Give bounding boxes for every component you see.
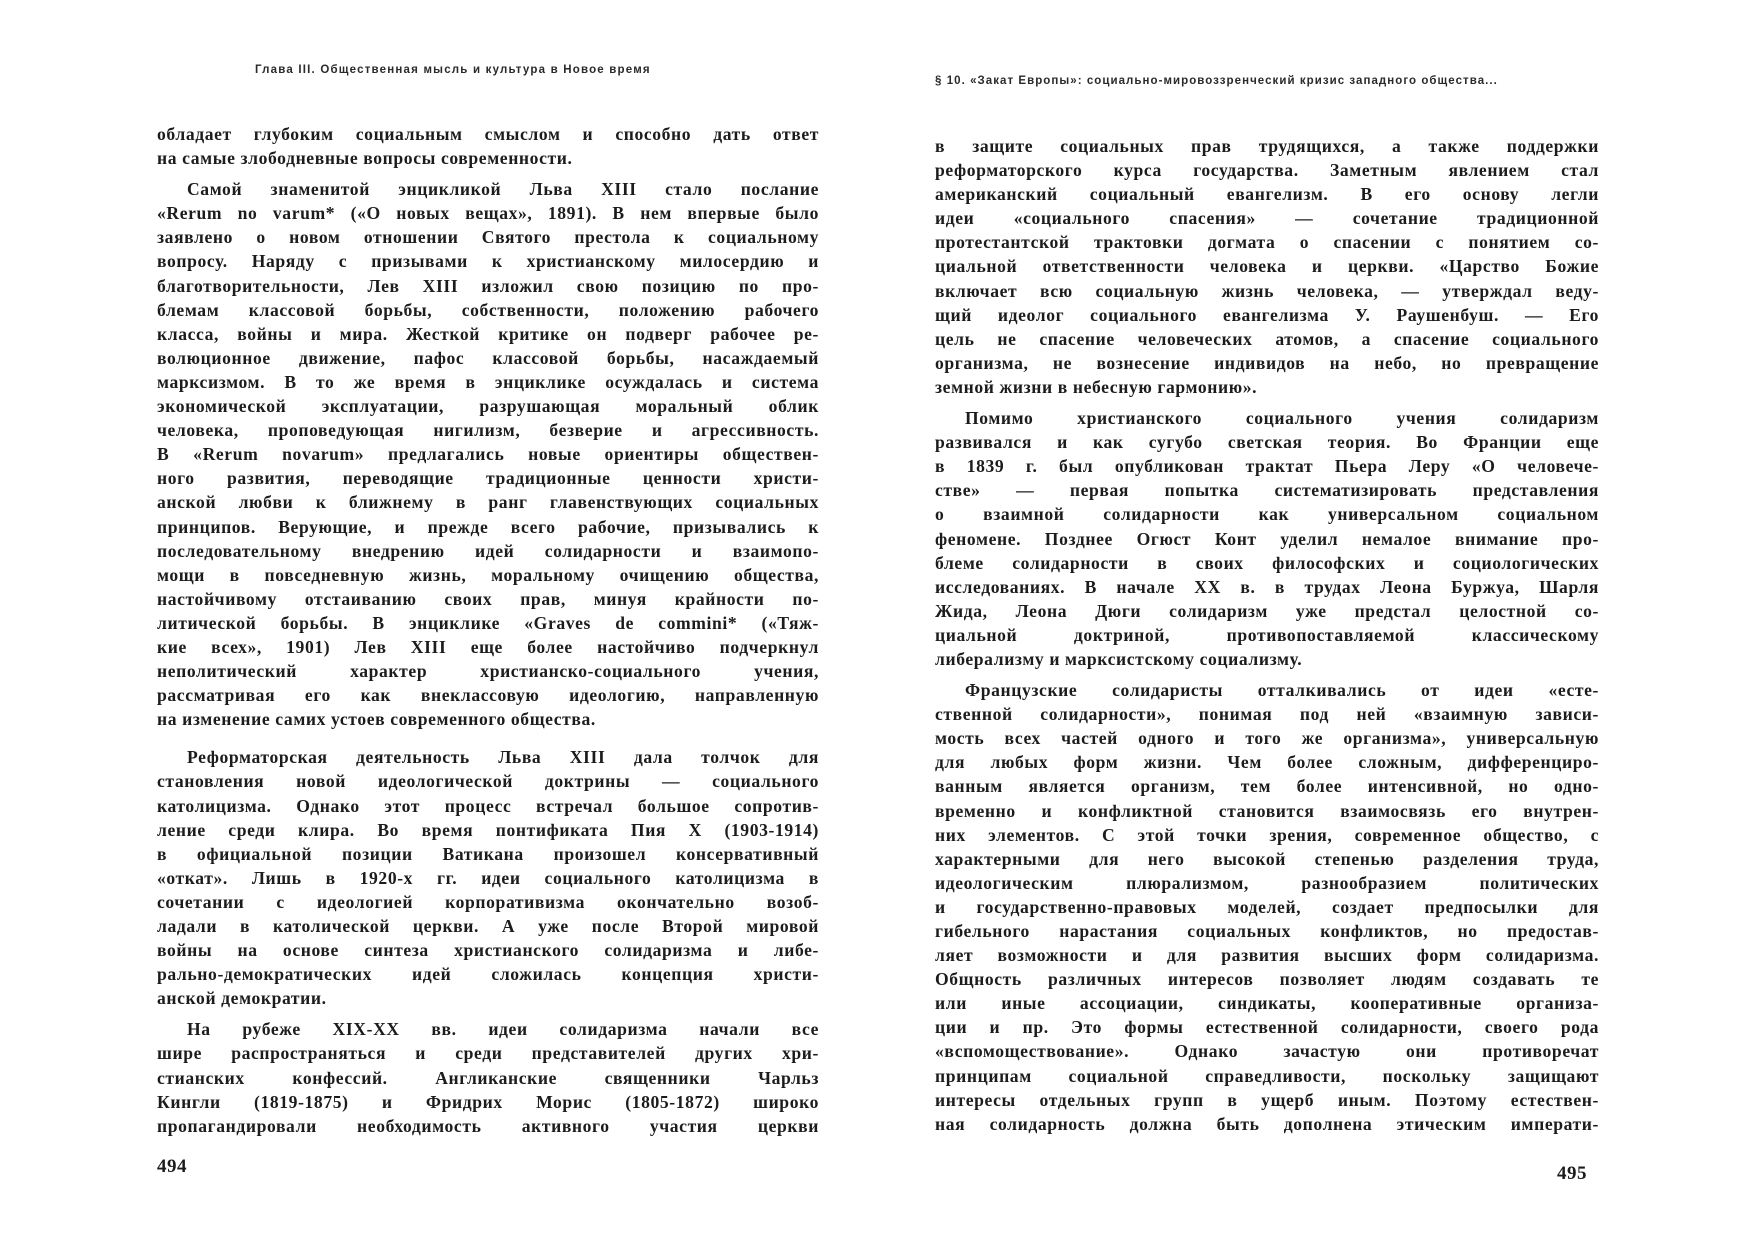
text-line: анской демократии. [157,988,327,1009]
text-line: ции и пр. Это формы естественной солидарности, своего рода [935,1017,1599,1038]
text-line: протестантской трактовки догмата о спасении с понятием со- [935,232,1599,253]
text-line: характерными для него высокой степенью разделения труда, [935,848,1599,869]
text-line: класса, войны и мира. Жесткой критике он подверг рабочее ре- [157,323,819,344]
text-line: Французские солидаристы отталкивались от идеи «есте- [965,680,1599,701]
paragraph [935,678,1599,1136]
text-line: Жида, Леона Дюги солидаризм уже предстал целостной со- [935,600,1599,621]
text-line: циальной доктриной, противопоставляемой классическому [935,624,1599,645]
paragraph-gap [935,671,1599,678]
paragraph [157,745,819,1010]
text-line: шире распространяться и среди представителей других хри- [157,1043,819,1064]
text-line: стианских конфессий. Англиканские священники Чарльз [157,1067,819,1088]
text-line: мощи в повседневную жизнь, моральному очищению общества, [157,564,819,585]
text-line: блемам классовой борьбы, собственности, положению рабочего [157,299,819,320]
right-running-head: § 10. «Закат Европы»: социально-мировоззренческий кризис западного общества... [935,75,1498,87]
text-line: «Rerum no varum* («О новых вещах», 1891). В нем впервые было [157,203,819,224]
text-line: Общность различных интересов позволяет людям создавать те [935,969,1599,990]
text-line: циальной ответственности человека и церкви. «Царство Божие [935,256,1599,277]
text-line: идеологическим плюрализмом, разнообразием политических [935,872,1599,893]
text-line: интересы отдельных групп в ущерб иным. Поэтому естествен- [935,1089,1599,1110]
paragraph-gap [157,170,819,177]
text-line: феномене. Позднее Огюст Конт уделил немалое внимание про- [935,528,1599,549]
text-line: принципов. Верующие, и прежде всего рабочие, призывались к [157,516,819,537]
paragraph [157,177,819,731]
text-line: Реформаторская деятельность Льва XIII дала толчок для [187,747,819,768]
text-line: становления новой идеологической доктрины — социального [157,771,819,792]
text-line: анской любви к ближнему в ранг главенствующих социальных [157,492,819,513]
text-line: Помимо христианского социального учения солидаризм [965,408,1599,429]
text-line: в защите социальных прав трудящихся, а также поддержки [935,136,1599,156]
text-line: реформаторского курса государства. Заметным явлением стал [935,160,1599,181]
text-line: организма, не вознесение индивидов на небо, но превращение [935,352,1599,373]
text-line: исследованиях. В начале XX в. в трудах Леона Буржуа, Шарля [935,576,1599,597]
text-line: обладает глубоким социальным смыслом и способно дать ответ [157,124,819,144]
text-line: для любых форм жизни. Чем более сложным, дифференциро- [935,752,1599,773]
right-body-text [935,134,1599,1136]
text-line: сочетании с идеологией корпоративизма окончательно возоб- [157,891,819,912]
text-line: волюционное движение, пафос классовой борьбы, насаждаемый [157,347,819,368]
paragraph [935,134,1599,399]
text-line: Кингли (1819-1875) и Фридрих Морис (1805-1872) широко [157,1091,819,1112]
text-line: включает всю социальную жизнь человека, — утверждал веду- [935,280,1599,301]
paragraph-gap [157,1010,819,1017]
left-body-text [157,122,819,1138]
text-line: ление среди клира. Во время понтификата Пия X (1903-1914) [157,819,819,840]
text-line: На рубеже XIX-XX вв. идеи солидаризма начали все [187,1019,819,1040]
paragraph [157,1017,819,1137]
text-line: либерализму и марксистскому социализму. [935,648,1303,669]
text-line: В «Rerum novarum» предлагались новые ориентиры обществен- [157,444,819,465]
text-line: земной жизни в небесную гармонию». [935,376,1258,397]
text-line: Самой знаменитой энцикликой Льва XIII стало послание [187,179,819,200]
text-line: неполитический характер христианско-социального учения, [157,661,819,682]
text-line: католицизма. Однако этот процесс встречал большое сопротив- [157,795,819,816]
text-line: ляет возможности и для развития высших форм солидаризма. [935,945,1599,966]
text-line: и государственно-правовых моделей, создает предпосылки для [935,896,1599,917]
text-line: заявлено о новом отношении Святого престола к социальному [157,227,819,248]
text-line: блеме солидарности в своих философских и социологических [935,552,1599,573]
paragraph [157,122,819,170]
text-line: о взаимной солидарности как универсальном социальном [935,504,1599,525]
paragraph-gap [935,399,1599,406]
text-line: литической борьбы. В энциклике «Graves de commini* («Тяж- [157,612,819,633]
paragraph [935,406,1599,671]
paragraph-gap [157,731,819,745]
text-line: войны на основе синтеза христианского солидаризма и либе- [157,940,819,961]
text-line: развивался и как сугубо светская теория. Во Франции еще [935,432,1599,453]
text-line: мость всех частей одного и того же организма», универсальную [935,728,1599,749]
text-line: или иные ассоциации, синдикаты, кооперативные организа- [935,993,1599,1014]
text-line: благотворительности, Лев XIII изложил свою позицию по про- [157,275,819,296]
text-line: рассматривая его как внеклассовую идеологию, направленную [157,685,819,706]
text-line: американский социальный евангелизм. В его основу легли [935,184,1599,205]
text-line: щий идеолог социального евангелизма У. Раушенбуш. — Его [935,304,1599,325]
text-line: ванным является организм, тем более интенсивной, но одно- [935,776,1599,797]
text-line: последовательному внедрению идей солидарности и взаимопо- [157,540,819,561]
text-line: ного развития, переводящие традиционные ценности христи- [157,468,819,489]
text-line: настойчивому отстаиванию своих прав, минуя крайности по- [157,588,819,609]
text-line: экономической эксплуатации, разрушающая моральный облик [157,396,819,417]
text-line: гибельного нарастания социальных конфликтов, но предостав- [935,921,1599,941]
text-line: в официальной позиции Ватикана произошел консервативный [157,843,819,864]
text-line: них элементов. С этой точки зрения, современное общество, с [935,824,1599,845]
text-line: на самые злободневные вопросы современности. [157,148,573,169]
text-line: вопросу. Наряду с призывами к христианскому милосердию и [157,251,819,272]
text-line: ственной солидарности», понимая под ней «взаимную зависи- [935,704,1599,725]
text-line: кие всех», 1901) Лев XIII еще более настойчиво подчеркнул [157,636,819,657]
text-line: марксизмом. В то же время в энциклике осуждалась и система [157,371,819,392]
text-line: человека, проповедующая нигилизм, безверие и агрессивность. [157,420,819,441]
text-line: пропагандировали необходимость активного участия церкви [157,1115,819,1136]
left-page-number: 494 [157,1156,187,1177]
right-page [877,0,1754,1239]
text-line: принципам социальной справедливости, поскольку защищают [935,1065,1599,1086]
text-line: на изменение самих устоев современного общества. [157,709,596,730]
text-line: стве» — первая попытка систематизировать представления [935,480,1599,501]
left-running-head: Глава III. Общественная мысль и культура в Новое время [255,64,651,76]
text-line: ная солидарность должна быть дополнена этическим императи- [935,1113,1599,1134]
text-line: «вспомоществование». Однако зачастую они противоречат [935,1041,1599,1062]
right-page-number: 495 [1557,1163,1587,1184]
text-line: идеи «социального спасения» — сочетание традиционной [935,208,1599,229]
text-line: ладали в католической церкви. А уже после Второй мировой [157,916,819,936]
text-line: «откат». Лишь в 1920-х гг. идеи социального католицизма в [157,867,819,888]
text-line: цель не спасение человеческих атомов, а спасение социального [935,328,1599,349]
text-line: рально-демократических идей сложилась концепция христи- [157,964,819,985]
text-line: в 1839 г. был опубликован трактат Пьера Леру «О человече- [935,456,1599,477]
text-line: временно и конфликтной становится взаимосвязь его внутрен- [935,800,1599,821]
